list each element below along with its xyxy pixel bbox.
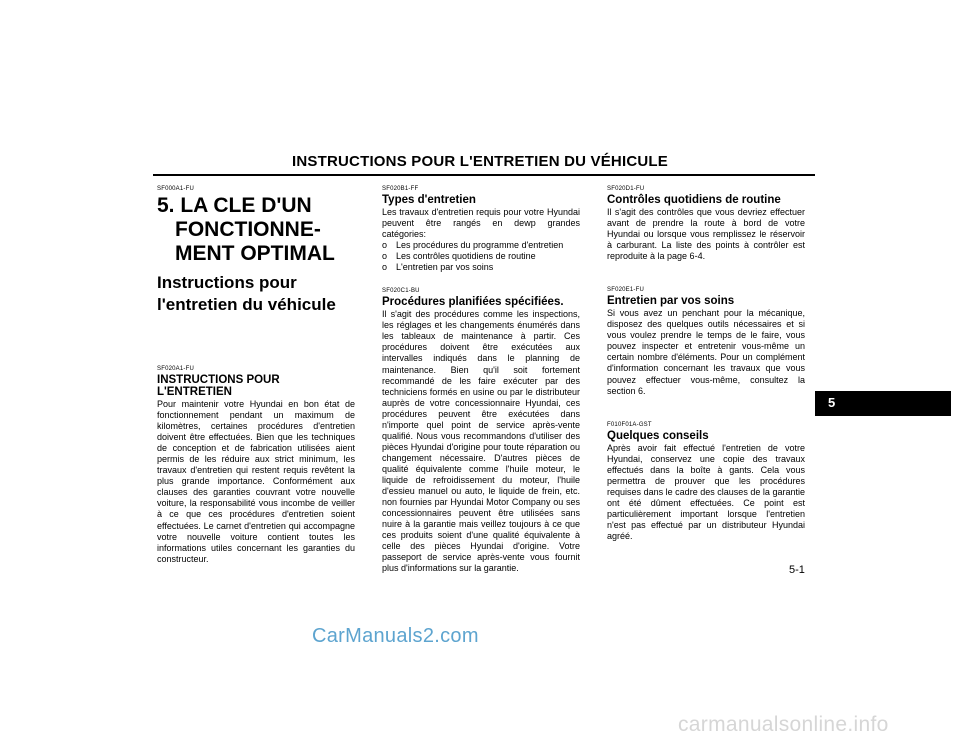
section-paragraph: Après avoir fait effectué l'entretien de votre Hyundai, conservez une copie des travaux effectués dans la boîte à gants. Cela vous permettra de prouver que les procédures requises dans le cadre des clauses de la garantie ont été dûment effectuées. Ce point est particulièrement important lorsque l'entretien n'est pas effectué par un distributeur Hyundai agréé. [607, 442, 805, 541]
bullet: o [382, 251, 388, 262]
chapter-title-line: 5. LA CLE D'UN [157, 194, 312, 217]
chapter-title [157, 194, 355, 266]
chapter-title-line: FONCTIONNE- [175, 218, 321, 241]
section-paragraph: Si vous avez un penchant pour la mécanique, disposez des quelques outils nécessaires et si vous voulez prendre le temps de le faire, vous pouvez inspecter et entretenir vous-même un certain nombre d'éléments. Pour un complément d'information concernant les travaux que vous pouvez effectuer vous-même, consultez la section 6. [607, 308, 805, 396]
subtitle-line: Instructions pour [157, 273, 297, 292]
section-paragraph: Il s'agit des contrôles que vous devriez effectuer avant de prendre la route à bord de votre Hyundai ou lorsque vous remplissez le réservoir à carburant. La liste des points à contrôler est reproduite à la page 6-4. [607, 207, 805, 262]
header-rule [153, 174, 815, 176]
column-middle [382, 186, 580, 574]
section-code: F010F01A-GST [607, 421, 652, 428]
section-heading [157, 374, 355, 398]
section-code: SF000A1-FU [157, 186, 195, 192]
section-paragraph: Pour maintenir votre Hyundai en bon état de fonctionnement pendant un maximum de kilomètres, certaines procédures d'entretien doivent être effectuées. Bien que les techniques de conception et de fabrication utilisées aient permis de les réduire aux strict minimum, les travaux d'entretien qui restent requis revêtent la plus grande importance. Conformément aux clauses des garanties couvrant votre nouvelle voiture, la responsabilité vous incombe de veiller à ce que ces procédures d'entretien soient effectuées. Le carnet d'entretien qui accompagne votre nouvelle voiture contient toutes les informations utiles concernant les garanties du constructeur. [157, 399, 355, 564]
list-item [382, 251, 580, 262]
section-heading: Quelques conseils [607, 429, 709, 442]
list-item [382, 240, 580, 251]
heading-line: L'ENTRETIEN [157, 386, 232, 398]
section-heading: Types d'entretien [382, 194, 476, 206]
list-item [382, 262, 580, 273]
list-item-text: Les procédures du programme d'entretien [396, 240, 564, 251]
section-code: SF020C1-BU [382, 288, 420, 295]
heading-line: INSTRUCTIONS POUR [157, 374, 280, 386]
chapter-subtitle [157, 272, 355, 316]
section-code: SF020B1-FF [382, 186, 419, 192]
chapter-title-line: MENT OPTIMAL [175, 242, 335, 265]
chapter-tab-label: 5 [828, 395, 836, 410]
watermark-text: carmanualsonline.info [678, 713, 889, 736]
section-paragraph: Les travaux d'entretien requis pour votre Hyundai peuvent être rangés en dewp grandes catégories: [382, 207, 580, 240]
subtitle-line: l'entretien du véhicule [157, 295, 336, 314]
section-code: SF020E1-FU [607, 287, 645, 294]
section-paragraph: Il s'agit des procédures comme les inspections, les réglages et les changements énumérés dans les tableaux de maintenance à partir. Ces procédures doivent être exécutées aux intervalles indiqués dans le planning de maintenance. Bien qu'il soit fortement recommandé de les faire exécuter par des techniciens formés en usine ou par le distributeur auprès de votre concessionnaire Hyundai, ces procédures peuvent être exécutées dans n'importe quel point de service après-vente qualifié. Nous vous recommandons d'utiliser des pièces Hyundai d'origine pour toute réparation ou changement nécessaire. D'autres pièces de qualité équivalente comme l'huile moteur, le liquide de refroidissement du moteur, l'huile d'essieu manuel ou auto, le liquide de frein, etc. non fournies par Hyundai Motor Company ou ses concessionnaires peuvent être utilisées sans nuire à la garantie mais veillez toujours à ce que ces produits soient d'une qualité équivalente à celle des pièces Hyundai d'origine. Votre passeport de service après-vente vous fournit plus d'informations sur la garantie. [382, 309, 580, 574]
section-code: SF020A1-FU [157, 366, 195, 372]
section-heading: Procédures planifiées spécifiées. [382, 296, 564, 309]
bullet: o [382, 262, 388, 273]
bullet: o [382, 240, 388, 251]
list-item-text: Les contrôles quotidiens de routine [396, 251, 536, 262]
section-heading: Entretien par vos soins [607, 295, 735, 308]
section-code: SF020D1-FU [607, 186, 645, 192]
page-number: 5-1 [789, 564, 805, 576]
column-right [607, 186, 805, 542]
section-heading: Contrôles quotidiens de routine [607, 194, 781, 206]
watermark-link[interactable]: CarManuals2.com [312, 625, 479, 647]
page-header-title: INSTRUCTIONS POUR L'ENTRETIEN DU VÉHICULE [292, 153, 668, 170]
chapter-tab [815, 391, 951, 416]
column-left [157, 186, 355, 565]
list-item-text: L'entretien par vos soins [396, 262, 494, 273]
